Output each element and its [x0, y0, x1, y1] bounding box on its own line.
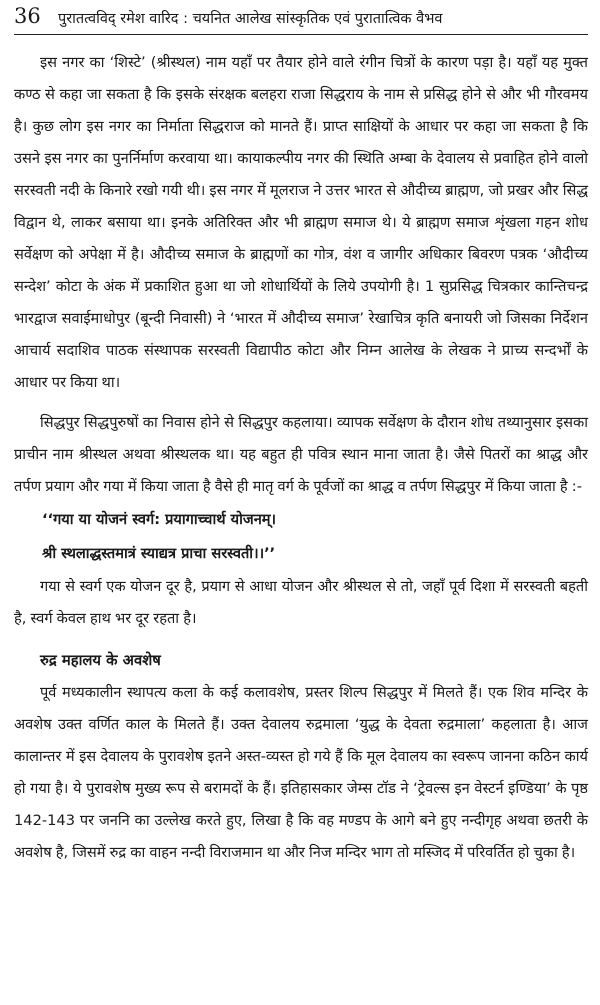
- body-paragraph: गया से स्वर्ग एक योजन दूर है, प्रयाग से आधा योजन और श्रीस्थल से तो, जहाँ पूर्व दिशा में सरस्वती बहती है, स्वर्ग केवल हाथ भर दूर रहता है।: [14, 578, 588, 627]
- sanskrit-verse-line: श्री स्थलाद्धस्तमात्रं स्याद्यत्र प्राचा सरस्वती।।’’: [42, 545, 276, 562]
- body-paragraph: इस नगर का ‘शिस्टे’ (श्रीस्थल) नाम यहाँ पर तैयार होने वाले रंगीन चित्रों के कारण पड़ा है। यहाँ यह मुक्त कण्ठ से कहा जा सकता है कि इसके संरक्षक बलहरा राजा सिद्धराय के नाम से प्रसिद्ध होने से और भी गौरवमय है। कुछ लोग इस नगर का निर्माता सिद्धराज को मानते हैं। प्राप्त साक्षियों के आधार पर कहा जा सकता है कि उसने इस नगर का पुनर्निर्माण करवाया था। कायाकल्पीय नगर की स्थिति अम्बा के देवालय से प्रवाहित होने वालो सरस्वती नदी के किनारे रखो गयी थी। इस नगर में मूलराज ने उत्तर भारत से औदीच्य ब्राह्मण, जो प्रखर और सिद्ध विद्वान थे, लाकर बसाया था। इनके अतिरिक्त और भी ब्राह्मण समाज थे। ये ब्राह्मण समाज शृंखला गहन शोध सर्वेक्षण को अपेक्षा में है। औदीच्य समाज के ब्राह्मणों का गोत्र, वंश व जागीर अधिकार बिवरण पत्रक ‘औदीच्य सन्देश’ कोटा के अंक में प्रकाशित हुआ था जो शोधार्थियों के लिये उपयोगी है। 1 सुप्रसिद्ध चित्रकार कान्तिचन्द्र भारद्वाज सवाईमाधोपुर (बून्दी निवासी) ने ‘भारत में औदीच्य समाज’ रेखाचित्र कृति बनायरी जो जिसका निर्देशन आचार्य सदाशिव पाठक संस्थापक सरस्वती विद्यापीठ कोटा और निम्न आलेख के लेखक ने प्राच्य सन्दर्भों के आधार पर किया था।: [14, 54, 588, 391]
- body-paragraph: सिद्धपुर सिद्धपुरुषों का निवास होने से सिद्धपुर कहलाया। व्यापक सर्वेक्षण के दौरान शोध तथ्यानुसार इसका प्राचीन नाम श्रीस्थल अथवा श्रीस्थलक था। यह बहुत ही पवित्र स्थान माना जाता है। जैसे पितरों का श्राद्ध और तर्पण प्रयाग और गया में किया जाता है वैसे ही मातृ वर्ग के पूर्वजों का श्राद्ध व तर्पण सिद्धपुर में किया जाता है :-: [14, 414, 588, 495]
- page-number: 36: [14, 4, 41, 28]
- sanskrit-verse-line: ‘‘गया या योजनं स्वर्ग: प्रयागाच्चार्थ योजनम्।: [42, 511, 277, 528]
- section-heading: रुद्र महालय के अवशेष: [40, 652, 161, 669]
- body-paragraph: पूर्व मध्यकालीन स्थापत्य कला के कई कलावशेष, प्रस्तर शिल्प सिद्धपुर में मिलते हैं। एक शिव मन्दिर के अवशेष उक्त वर्णित काल के मिलते हैं। उक्त देवालय रुद्रमाला ‘युद्ध के देवता रुद्रमाला’ कहलाता है। आज कालान्तर में इस देवालय के पुरावशेष इतने अस्त-व्यस्त हो गये हैं कि मूल देवालय का स्वरूप जानना कठिन कार्य हो गया है। ये पुरावशेष मुख्य रूप से बरामदों के हैं। इतिहासकार जेम्स टॉड ने ‘ट्रेवल्स इन वेस्टर्न इण्डिया’ के पृष्ठ 142-143 पर जननि का उल्लेख करते हुए, लिखा है कि वह मण्डप के आगे बने हुए नन्दीगृह अथवा छतरी के अवशेष है, जिसमें रुद्र का वाहन नन्दी विराजमान था और निज मन्दिर भाग तो मस्जिद में परिवर्तित हो चुका है।: [14, 684, 588, 861]
- page-header: [14, 4, 588, 35]
- running-title: पुरातत्वविद् रमेश वारिद : चयनित आलेख सांस्कृतिक एवं पुरातात्विक वैभव: [58, 11, 443, 27]
